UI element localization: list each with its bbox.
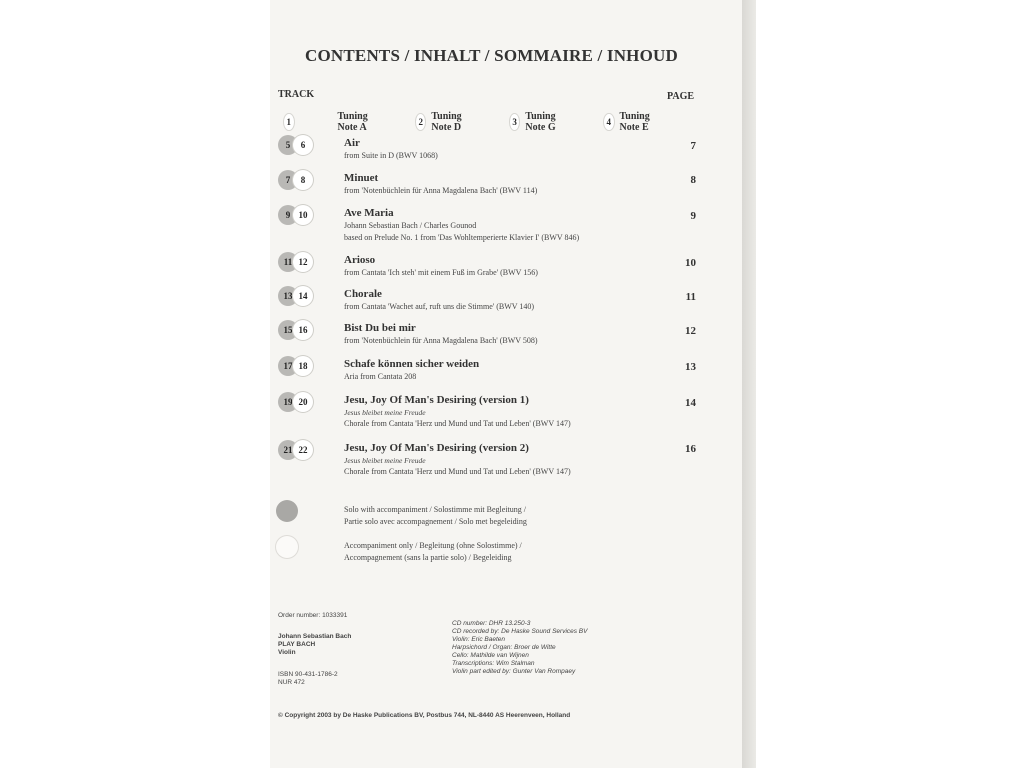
piece-source: from Cantata 'Ich steh' mit einem Fuß im Grabe' (BWV 156) xyxy=(344,268,538,277)
contents-entry xyxy=(344,321,538,347)
page-title: CONTENTS / INHALT / SOMMAIRE / INHOUD xyxy=(305,46,678,65)
piece-source: from Cantata 'Wachet auf, ruft uns die Stimme' (BWV 140) xyxy=(344,302,535,311)
cd-credit-line: CD number: DHR 13.250-3 xyxy=(452,620,531,627)
page-number: 7 xyxy=(690,140,696,152)
solo-track-number: 11 xyxy=(278,252,298,272)
piece-source: Chorale from Cantata 'Herz und Mund und Tat und Leben' (BWV 147) xyxy=(344,467,571,476)
track-pair xyxy=(278,252,318,272)
piece-german-title: Jesus bleibet meine Freude xyxy=(344,456,426,465)
accompaniment-track-number: 10 xyxy=(293,205,313,225)
cd-credit-line: Transcriptions: Wim Stalman xyxy=(452,660,535,667)
tuning-note-d xyxy=(416,111,468,133)
legend-line: Solo with accompaniment / Solostimme mit Begleitung / xyxy=(344,505,526,514)
catalog-info xyxy=(278,671,338,687)
track-circle: 2 xyxy=(416,114,425,130)
solo-legend-text xyxy=(344,504,527,528)
piece-title: Jesu, Joy Of Man's Desiring (version 1) xyxy=(344,394,529,406)
contents-entry xyxy=(344,136,438,162)
tuning-note-label: Tuning Note A xyxy=(337,111,368,133)
contents-entry xyxy=(344,253,538,279)
accompaniment-track-number: 22 xyxy=(293,440,313,460)
solo-track-number: 13 xyxy=(278,286,298,306)
piece-source: Chorale from Cantata 'Herz und Mund und Tat und Leben' (BWV 147) xyxy=(344,419,571,428)
tuning-note-label: Tuning Note G xyxy=(525,111,556,133)
track-circle: 4 xyxy=(604,114,614,130)
piece-source: from 'Notenbüchlein für Anna Magdalena Bach' (BWV 114) xyxy=(344,186,538,195)
page-number: 9 xyxy=(690,210,696,222)
cd-credit-line: Violin: Eric Baeten xyxy=(452,636,505,643)
book-info xyxy=(278,633,351,657)
solo-track-number: 9 xyxy=(278,205,298,225)
piece-source: from 'Notenbüchlein für Anna Magdalena Bach' (BWV 508) xyxy=(344,336,538,345)
contents-entry xyxy=(344,441,571,478)
accompaniment-track-number: 16 xyxy=(293,320,313,340)
tuning-note-label: Tuning Note E xyxy=(619,111,650,133)
cd-credit-line: Cello: Mathilde van Wijnen xyxy=(452,652,529,659)
solo-track-number: 7 xyxy=(278,170,298,190)
piece-composers: Johann Sebastian Bach / Charles Gounod xyxy=(344,221,477,230)
track-pair xyxy=(278,170,318,190)
contents-entry xyxy=(344,357,479,383)
contents-entry xyxy=(344,287,534,313)
accompaniment-track-number: 18 xyxy=(293,356,313,376)
accompaniment-track-number: 20 xyxy=(293,392,313,412)
solo-track-number: 15 xyxy=(278,320,298,340)
track-circle: 1 xyxy=(284,114,294,130)
accompaniment-track-number: 6 xyxy=(293,135,313,155)
book-title: PLAY BACH xyxy=(278,641,316,648)
cd-credit-line: Harpsichord / Organ: Broer de Witte xyxy=(452,644,556,651)
solo-track-number: 17 xyxy=(278,356,298,376)
solo-legend-circle xyxy=(276,500,298,522)
cd-credit-line: CD recorded by: De Haske Sound Services BV xyxy=(452,628,588,635)
copyright-text: © Copyright 2003 by De Haske Publications BV, Postbus 744, NL-8440 AS Heerenveen, Holland xyxy=(278,712,571,719)
solo-track-number: 5 xyxy=(278,135,298,155)
composer-name: Johann Sebastian Bach xyxy=(278,633,352,640)
tuning-note-label: Tuning Note D xyxy=(431,111,462,133)
piece-title: Air xyxy=(344,137,360,149)
legend-line: Accompaniment only / Begleitung (ohne Solostimme) / xyxy=(344,541,522,550)
nur-code: NUR 472 xyxy=(278,679,305,686)
accompaniment-track-number: 8 xyxy=(293,170,313,190)
track-header: TRACK xyxy=(278,89,315,100)
contents-entry xyxy=(344,206,579,244)
track-pair xyxy=(278,440,318,460)
tuning-note-g xyxy=(510,111,562,133)
accompaniment-track-number: 14 xyxy=(293,286,313,306)
piece-title: Ave Maria xyxy=(344,207,394,219)
track-pair xyxy=(278,392,318,412)
instrument-name: Violin xyxy=(278,649,296,656)
track-pair xyxy=(278,205,318,225)
track-pair xyxy=(278,356,318,376)
contents-entry xyxy=(344,393,571,430)
copyright xyxy=(278,712,570,720)
accompaniment-legend-circle xyxy=(276,536,298,558)
piece-title: Bist Du bei mir xyxy=(344,322,416,334)
piece-title: Jesu, Joy Of Man's Desiring (version 2) xyxy=(344,442,529,454)
order-number: Order number: 1033391 xyxy=(278,612,348,619)
cd-credit-line: Violin part edited by: Gunter Van Rompaey xyxy=(452,668,576,675)
solo-track-number: 19 xyxy=(278,392,298,412)
piece-german-title: Jesus bleibet meine Freude xyxy=(344,408,426,417)
page-number: 12 xyxy=(685,325,696,337)
accompaniment-legend-text xyxy=(344,540,522,564)
page-number: 8 xyxy=(690,174,696,186)
piece-title: Arioso xyxy=(344,254,376,266)
contents-entry xyxy=(344,171,537,197)
track-circle: 3 xyxy=(510,114,519,130)
tuning-note-a xyxy=(284,111,374,133)
legend-line: Partie solo avec accompagnement / Solo met begeleiding xyxy=(344,517,527,526)
page-number: 16 xyxy=(685,443,696,455)
page-header: PAGE xyxy=(667,91,695,102)
track-pair xyxy=(278,135,318,155)
track-pair xyxy=(278,286,318,306)
piece-source: from Suite in D (BWV 1068) xyxy=(344,151,438,160)
solo-track-number: 21 xyxy=(278,440,298,460)
page-number: 14 xyxy=(685,397,696,409)
accompaniment-track-number: 12 xyxy=(293,252,313,272)
page-number: 10 xyxy=(685,257,696,269)
piece-title: Chorale xyxy=(344,288,382,300)
piece-title: Schafe können sicher weiden xyxy=(344,358,480,370)
cd-credits xyxy=(452,620,587,676)
isbn: ISBN 90-431-1786-2 xyxy=(278,671,338,678)
legend-line: Accompagnement (sans la partie solo) / Begeleiding xyxy=(344,553,512,562)
page-edge-shadow xyxy=(742,0,756,768)
page-number: 13 xyxy=(685,361,696,373)
page-number: 11 xyxy=(685,291,696,303)
track-pair xyxy=(278,320,318,340)
tuning-note-e xyxy=(604,111,656,133)
piece-title: Minuet xyxy=(344,172,379,184)
piece-source: Aria from Cantata 208 xyxy=(344,372,417,381)
piece-source: based on Prelude No. 1 from 'Das Wohltemperierte Klavier I' (BWV 846) xyxy=(344,233,580,242)
